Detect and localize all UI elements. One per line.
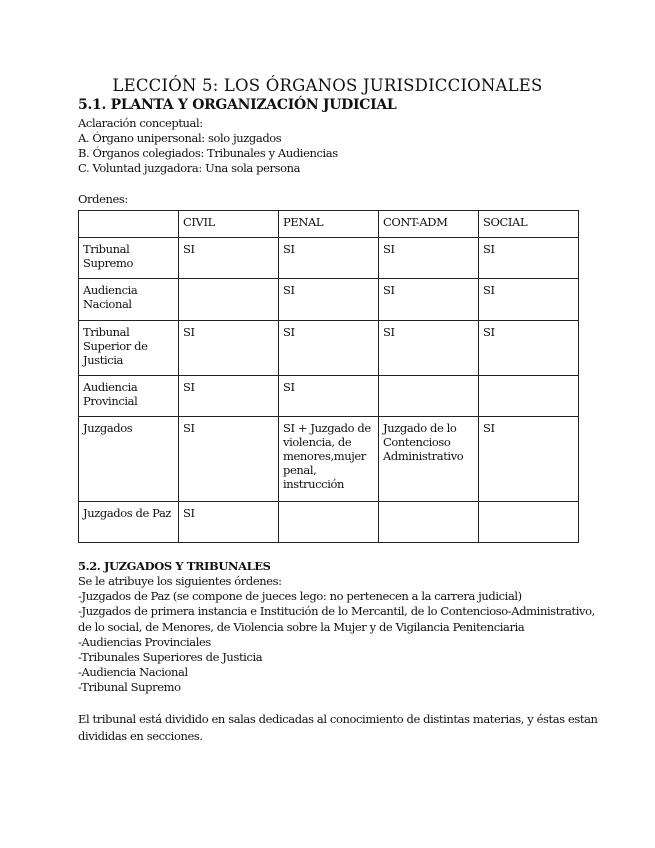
table-cell: SI bbox=[179, 376, 279, 417]
table-cell bbox=[179, 279, 279, 321]
text-line: C. Voluntad juzgadora: Una sola persona bbox=[78, 161, 301, 175]
orders-table bbox=[78, 210, 579, 543]
table-cell: SI bbox=[179, 321, 279, 376]
table-cell: SI bbox=[179, 502, 279, 543]
text-line: de lo social, de Menores, de Violencia sobre la Mujer y de Vigilancia Penitenciaria bbox=[78, 619, 525, 634]
table-header-cell: SOCIAL bbox=[479, 211, 579, 238]
table-row bbox=[79, 417, 579, 502]
text-line: -Juzgados de Paz (se compone de jueces lego: no pertenecen a la carrera judicial) bbox=[78, 589, 522, 604]
table-cell: SI bbox=[479, 417, 579, 502]
table-cell: Tribunal Supremo bbox=[79, 238, 179, 279]
table-header-row bbox=[79, 211, 579, 238]
table-header-cell bbox=[79, 211, 179, 238]
table-cell bbox=[379, 502, 479, 543]
text-line: -Audiencias Provinciales bbox=[78, 634, 211, 649]
text-line: Aclaración conceptual: bbox=[78, 116, 203, 130]
table-header-cell: PENAL bbox=[279, 211, 379, 238]
table-cell bbox=[479, 502, 579, 543]
table-cell: SI bbox=[379, 238, 479, 279]
ordenes-label: Ordenes: bbox=[78, 192, 128, 206]
table-cell: Juzgados bbox=[79, 417, 179, 502]
table-cell: SI + Juzgado de violencia, de menores,mujer penal, instrucción bbox=[279, 417, 379, 502]
text-line: -Juzgados de primera instancia e Institución de lo Mercantil, de lo Contencioso-Administrativo, bbox=[78, 604, 595, 619]
section-2-heading: 5.2. JUZGADOS Y TRIBUNALES bbox=[78, 559, 271, 573]
paragraph-line: divididas en secciones. bbox=[78, 729, 203, 743]
table-cell: SI bbox=[379, 321, 479, 376]
table-cell: SI bbox=[479, 321, 579, 376]
text-line: B. Órganos colegiados: Tribunales y Audiencias bbox=[78, 146, 338, 160]
table-row bbox=[79, 238, 579, 279]
text-line: A. Órgano unipersonal: solo juzgados bbox=[78, 131, 282, 145]
table-cell: SI bbox=[279, 279, 379, 321]
table-row bbox=[79, 279, 579, 321]
text-line: Se le atribuye los siguientes órdenes: bbox=[78, 574, 282, 588]
table-cell bbox=[279, 502, 379, 543]
paragraph-line: El tribunal está dividido en salas dedicadas al conocimiento de distintas materias, y éstas estan bbox=[78, 712, 598, 726]
table-cell bbox=[479, 376, 579, 417]
table-cell: Audiencia Provincial bbox=[79, 376, 179, 417]
table-cell bbox=[379, 376, 479, 417]
text-line: -Tribunal Supremo bbox=[78, 680, 181, 695]
text-line: -Tribunales Superiores de Justicia bbox=[78, 650, 263, 664]
table-cell: SI bbox=[279, 321, 379, 376]
table-cell: SI bbox=[379, 279, 479, 321]
table-header-cell: CONT-ADM bbox=[379, 211, 479, 238]
table-cell: SI bbox=[279, 376, 379, 417]
page-title: LECCIÓN 5: LOS ÓRGANOS JURISDICCIONALES bbox=[112, 76, 543, 95]
table-row bbox=[79, 502, 579, 543]
table-cell: Juzgado de lo Contencioso Administrativo bbox=[379, 417, 479, 502]
table-cell: SI bbox=[479, 238, 579, 279]
table-cell: Audiencia Nacional bbox=[79, 279, 179, 321]
table-cell: SI bbox=[279, 238, 379, 279]
section-1-heading: 5.1. PLANTA Y ORGANIZACIÓN JUDICIAL bbox=[78, 97, 397, 113]
table-row bbox=[79, 376, 579, 417]
table-cell: SI bbox=[179, 238, 279, 279]
text-line: -Audiencia Nacional bbox=[78, 665, 188, 680]
table-cell: Juzgados de Paz bbox=[79, 502, 179, 543]
table-cell: SI bbox=[479, 279, 579, 321]
table-row bbox=[79, 321, 579, 376]
table-cell: SI bbox=[179, 417, 279, 502]
table-header-cell: CIVIL bbox=[179, 211, 279, 238]
table-cell: Tribunal Superior de Justicia bbox=[79, 321, 179, 376]
